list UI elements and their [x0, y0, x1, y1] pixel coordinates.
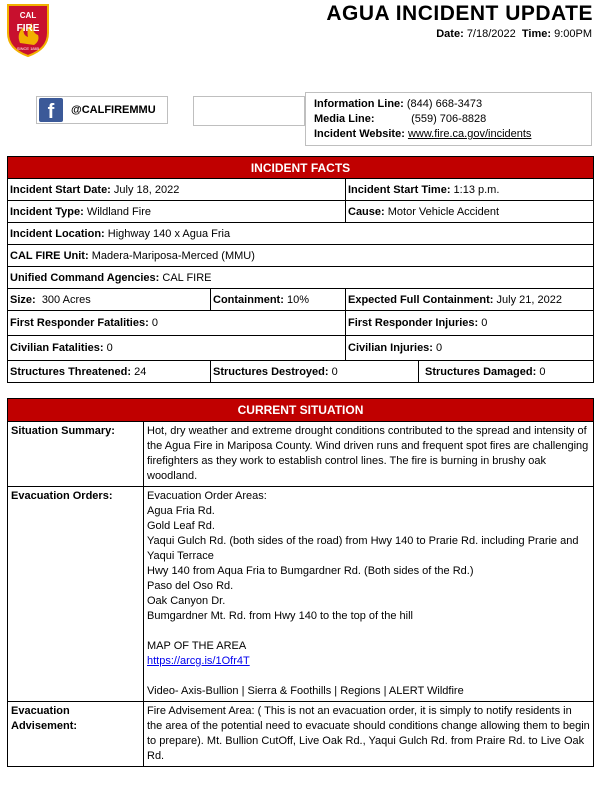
full-containment-label: Expected Full Containment: — [348, 293, 494, 306]
fr-fatalities-label: First Responder Fatalities: — [10, 317, 149, 329]
size-label: Size: — [10, 293, 36, 306]
website-link[interactable]: www.fire.ca.gov/incidents — [407, 128, 532, 140]
start-date-value: July 18, 2022 — [113, 183, 180, 196]
facts-row — [8, 267, 594, 289]
facebook-handle-box[interactable] — [36, 96, 168, 124]
damaged-label: Structures Damaged: — [425, 365, 537, 378]
spacer — [147, 624, 590, 639]
cal-fire-logo — [6, 3, 50, 57]
containment-label: Containment: — [213, 293, 284, 306]
evac-orders-cell — [144, 487, 594, 702]
facts-row — [8, 179, 594, 201]
time-label: Time: — [521, 28, 552, 40]
social-handle: @CALFIREMMU — [71, 104, 156, 116]
full-containment-value: July 21, 2022 — [496, 293, 562, 306]
destroyed-label: Structures Destroyed: — [213, 365, 329, 378]
facts-row — [8, 311, 594, 336]
fr-injuries-label: First Responder Injuries: — [348, 317, 479, 329]
unit-label: CAL FIRE Unit: — [10, 249, 89, 262]
civ-injuries-label: Civilian Injuries: — [348, 342, 433, 354]
summary-text: Hot, dry weather and extreme drought conditions contributed to the spread and intensity of the Agua Fire in Mariposa County. Wind driven runs and frequent spot fires are challenging firefighters as they work to establish control lines. The fire is burning in brushy oak woodland. — [144, 422, 594, 487]
size-cell — [8, 289, 211, 311]
civ-injuries-cell — [346, 336, 594, 361]
info-line-value: (844) 668-3473 — [406, 98, 483, 110]
advisement-label-1: Evacuation — [11, 705, 70, 717]
current-situation-table — [7, 398, 594, 767]
location-cell — [8, 223, 594, 245]
info-line-label: Information Line: — [314, 98, 404, 110]
type-cell — [8, 201, 346, 223]
fr-injuries-cell — [346, 311, 594, 336]
cal-fire-shield-icon — [6, 3, 50, 57]
containment-value: 10% — [286, 293, 309, 306]
facts-heading: INCIDENT FACTS — [8, 157, 594, 179]
facts-row — [8, 245, 594, 267]
video-line: Video- Axis-Bullion | Sierra & Foothills | Regions | ALERT Wildfire — [147, 685, 464, 697]
media-line-value: (559) 706-8828 — [411, 113, 487, 125]
logo-text-small: SINCE 1885 — [16, 46, 40, 51]
evac-line: Oak Canyon Dr. — [147, 595, 226, 607]
destroyed-value: 0 — [331, 365, 338, 378]
time-value: 9:00PM — [554, 28, 592, 40]
cause-value: Motor Vehicle Accident — [387, 205, 500, 218]
agencies-label: Unified Command Agencies: — [10, 271, 160, 284]
destroyed-cell — [211, 361, 419, 383]
summary-label: Situation Summary: — [8, 422, 144, 487]
situation-header-row — [8, 399, 594, 422]
full-containment-cell — [346, 289, 594, 311]
facebook-icon[interactable]: f — [39, 98, 63, 122]
facts-row — [8, 223, 594, 245]
threatened-value: 24 — [134, 365, 147, 378]
evac-line: Bumgardner Mt. Rd. from Hwy 140 to the top of the hill — [147, 610, 413, 622]
damaged-value: 0 — [539, 365, 546, 378]
date-time-line — [300, 28, 592, 40]
map-heading: MAP OF THE AREA — [147, 640, 247, 652]
facts-row — [8, 336, 594, 361]
location-value: Highway 140 x Agua Fria — [107, 227, 231, 240]
date-label: Date: — [436, 28, 464, 40]
facts-row — [8, 289, 594, 311]
agencies-cell — [8, 267, 594, 289]
start-time-label: Incident Start Time: — [348, 183, 451, 196]
evac-line: Yaqui Gulch Rd. (both sides of the road) from Hwy 140 to Prarie Rd. including Prarie and Yaqui Terrace — [147, 535, 579, 562]
spacer — [147, 669, 590, 684]
page-title: AGUA INCIDENT UPDATE — [326, 2, 593, 25]
civ-fatalities-cell — [8, 336, 346, 361]
start-time-cell — [346, 179, 594, 201]
evac-line: Evacuation Order Areas: — [147, 490, 267, 502]
start-date-label: Incident Start Date: — [10, 183, 111, 196]
threatened-label: Structures Threatened: — [10, 365, 132, 378]
map-link[interactable]: https://arcg.is/1Ofr4T — [147, 655, 250, 667]
civ-injuries-value: 0 — [436, 342, 443, 354]
evac-line: Gold Leaf Rd. — [147, 520, 215, 532]
start-time-value: 1:13 p.m. — [453, 183, 500, 196]
civ-fatalities-value: 0 — [106, 342, 113, 354]
fr-fatalities-value: 0 — [151, 317, 158, 329]
evac-line: Hwy 140 from Aqua Fria to Bumgardner Rd. (Both sides of the Rd.) — [147, 565, 474, 577]
situation-row — [8, 702, 594, 767]
blank-box — [193, 96, 305, 126]
civ-fatalities-label: Civilian Fatalities: — [10, 342, 104, 354]
location-label: Incident Location: — [10, 227, 105, 240]
cause-cell — [346, 201, 594, 223]
advisement-label-2: Advisement: — [11, 720, 78, 732]
unit-value: Madera-Mariposa-Merced (MMU) — [91, 249, 255, 262]
facts-header-row — [8, 157, 594, 179]
situation-row — [8, 422, 594, 487]
size-value: 300 Acres — [41, 293, 91, 306]
media-line-label: Media Line: — [314, 113, 375, 125]
contact-info-box — [305, 92, 592, 146]
type-value: Wildland Fire — [86, 205, 151, 218]
containment-cell — [211, 289, 346, 311]
fr-injuries-value: 0 — [481, 317, 488, 329]
date-value: 7/18/2022 — [466, 28, 516, 40]
incident-facts-table — [7, 156, 594, 383]
evac-line: Agua Fria Rd. — [147, 505, 215, 517]
agencies-value: CAL FIRE — [162, 271, 212, 284]
cause-label: Cause: — [348, 205, 385, 218]
media-line-row — [314, 112, 591, 127]
facts-row — [8, 361, 594, 383]
evac-line: Paso del Oso Rd. — [147, 580, 234, 592]
threatened-cell — [8, 361, 211, 383]
advisement-text: Fire Advisement Area: ( This is not an evacuation order, it is simply to notify residents in the area of the potential need to evacuate should conditions change allowing them to begin to prepare). Mt. Bullion CutOff, Live Oak Rd., Yaqui Gulch Rd. from Praire Rd. to Live Oak Rd. — [144, 702, 594, 767]
evac-orders-label: Evacuation Orders: — [8, 487, 144, 702]
website-row — [314, 127, 591, 142]
website-label: Incident Website: — [314, 128, 405, 140]
logo-text-top: CAL — [19, 11, 37, 20]
unit-cell — [8, 245, 594, 267]
facts-row — [8, 201, 594, 223]
situation-row — [8, 487, 594, 702]
info-line-row — [314, 97, 591, 112]
advisement-label-cell — [8, 702, 144, 767]
type-label: Incident Type: — [10, 205, 84, 218]
damaged-cell — [419, 361, 594, 383]
situation-heading: CURRENT SITUATION — [8, 399, 594, 422]
logo-text-main: FIRE — [16, 23, 40, 34]
fr-fatalities-cell — [8, 311, 346, 336]
start-date-cell — [8, 179, 346, 201]
